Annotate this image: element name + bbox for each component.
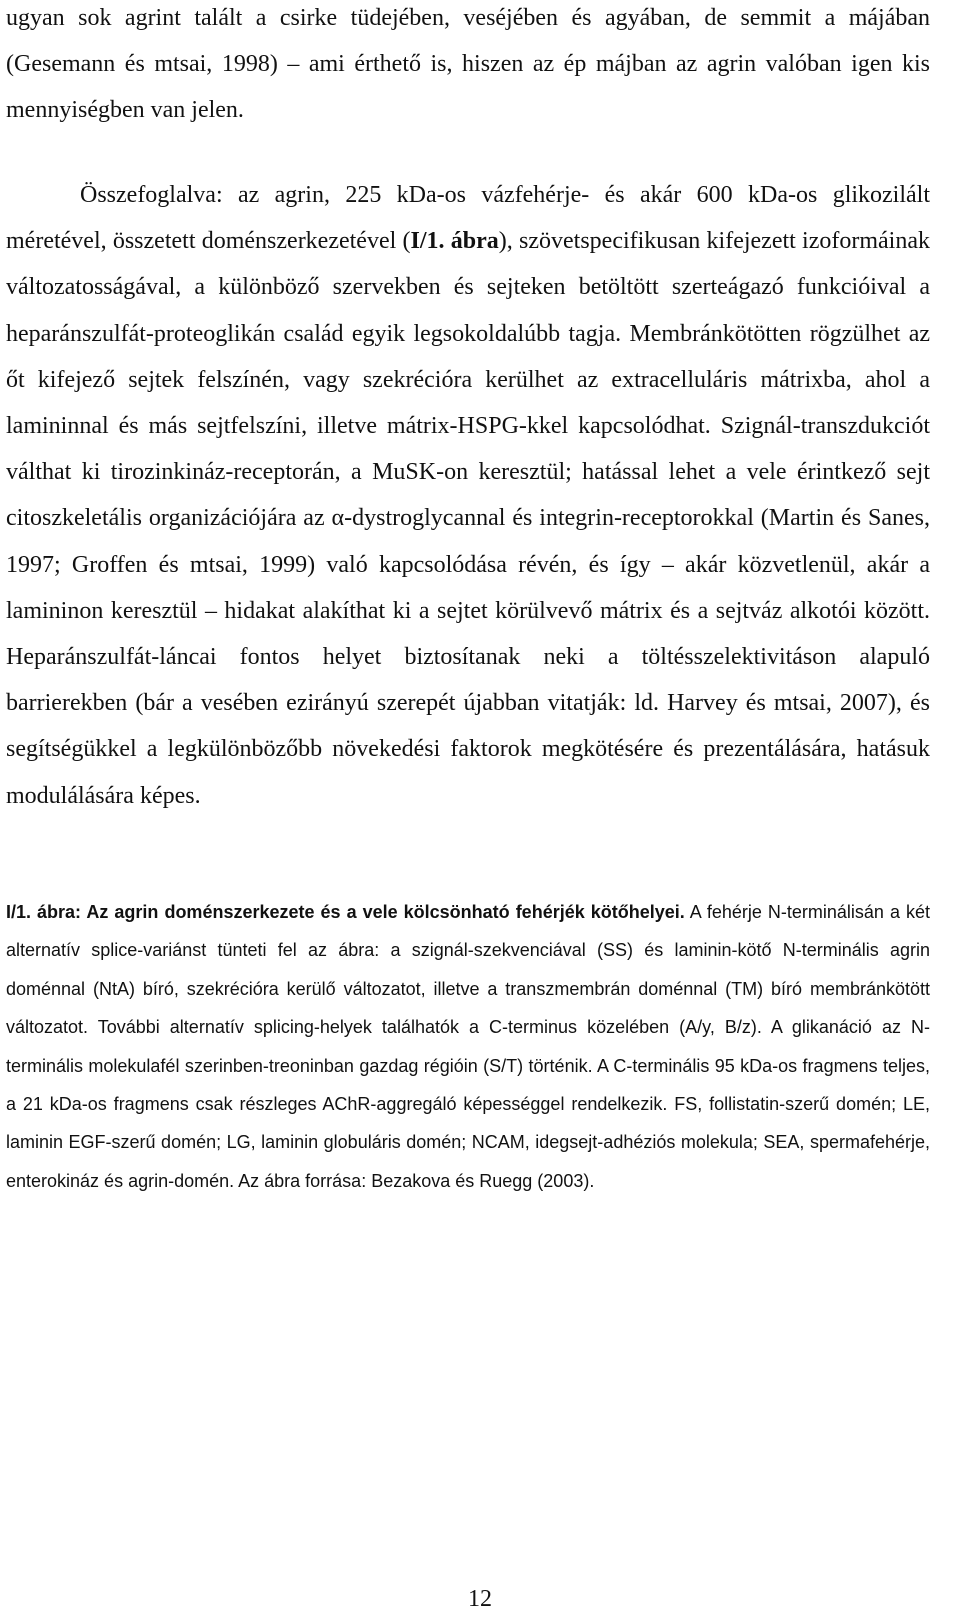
page-number: 12 bbox=[468, 1586, 492, 1612]
body-paragraph-continuation bbox=[6, 0, 930, 134]
figure-caption bbox=[6, 893, 930, 1200]
body-paragraph-summary bbox=[6, 172, 930, 819]
paragraph-1-text: ugyan sok agrint talált a csirke tüdejében, veséjében és agyában, de semmit a májában (Gesemann és mtsai, 1998) – ami érthető is, hiszen az ép májban az agrin valóban igen kis mennyiségben van jelen. bbox=[6, 5, 930, 124]
figure-caption-title: I/1. ábra: Az agrin doménszerkezete és a vele kölcsönható fehérjék kötőhelyei. bbox=[6, 902, 685, 922]
figure-reference: I/1. ábra bbox=[410, 228, 499, 255]
figure-caption-body: A fehérje N-terminálisán a két alternatív splice-variánst tünteti fel az ábra: a szignál-szekvenciával (SS) és laminin-kötő N-terminális agrin doménnal (NtA) bíró, szekrécióra kerülő változatot, illetve a transzmembrán doménnal (TM) bíró membránkötött változatot. További alternatív splicing-helyek találhatók a C-terminus közelében (A/y, B/z). A glikanáció az N-terminális molekulafél szerinben-treoninban gazdag régióin (S/T) történik. A C-terminális 95 kDa-os fragmens teljes, a 21 kDa-os fragmens csak részleges AChR-aggregáló képességgel rendelkezik. FS, follistatin-szerű domén; LE, laminin EGF-szerű domén; LG, laminin globuláris domén; NCAM, idegsejt-adhéziós molekula; SEA, spermafehérje, enterokináz és agrin-domén. Az ábra forrása: Bezakova és Ruegg (2003). bbox=[6, 902, 930, 1191]
paragraph-2-text-before-ref: Összefoglalva: az agrin, 225 kDa-os vázfehérje- és akár 600 kDa-os glikozilált méretével, összetett doménszerkezetével ( bbox=[6, 182, 930, 255]
paragraph-2-text-after-ref: ), szövetspecifikusan kifejezett izoformáinak változatosságával, a különböző szervekben és sejteken betöltött szerteágazó funkcióival a heparánszulfát-proteoglikán család egyik legsokoldalúbb tagja. Membránkötötten rögzülhet az őt kifejező sejtek felszínén, vagy szekrécióra kerülhet az extracelluláris mátrixba, ahol a lamininnal és más sejtfelszíni, illetve mátrix-HSPG-kkel kapcsolódhat. Szignál-transzdukciót válthat ki tirozinkináz-receptorán, a MuSK-on keresztül; hatással lehet a vele érintkező sejt citoszkeletális organizációjára az α-dystroglycannal és integrin-receptorokkal (Martin és Sanes, 1997; Groffen és mtsai, 1999) való kapcsolódása révén, és így – akár közvetlenül, akár a lamininon keresztül – hidakat alakíthat ki a sejtet körülvevő mátrix és a sejtváz alkotói között. Heparánszulfát-láncai fontos helyet biztosítanak neki a töltésszelektivitáson alapuló barrierekben (bár a vesében ezirányú szerepét újabban vitatják: ld. Harvey és mtsai, 2007), és segítségükkel a legkülönbözőbb növekedési faktorok megkötésére és prezentálására, hatásuk modulálására képes. bbox=[6, 228, 930, 809]
